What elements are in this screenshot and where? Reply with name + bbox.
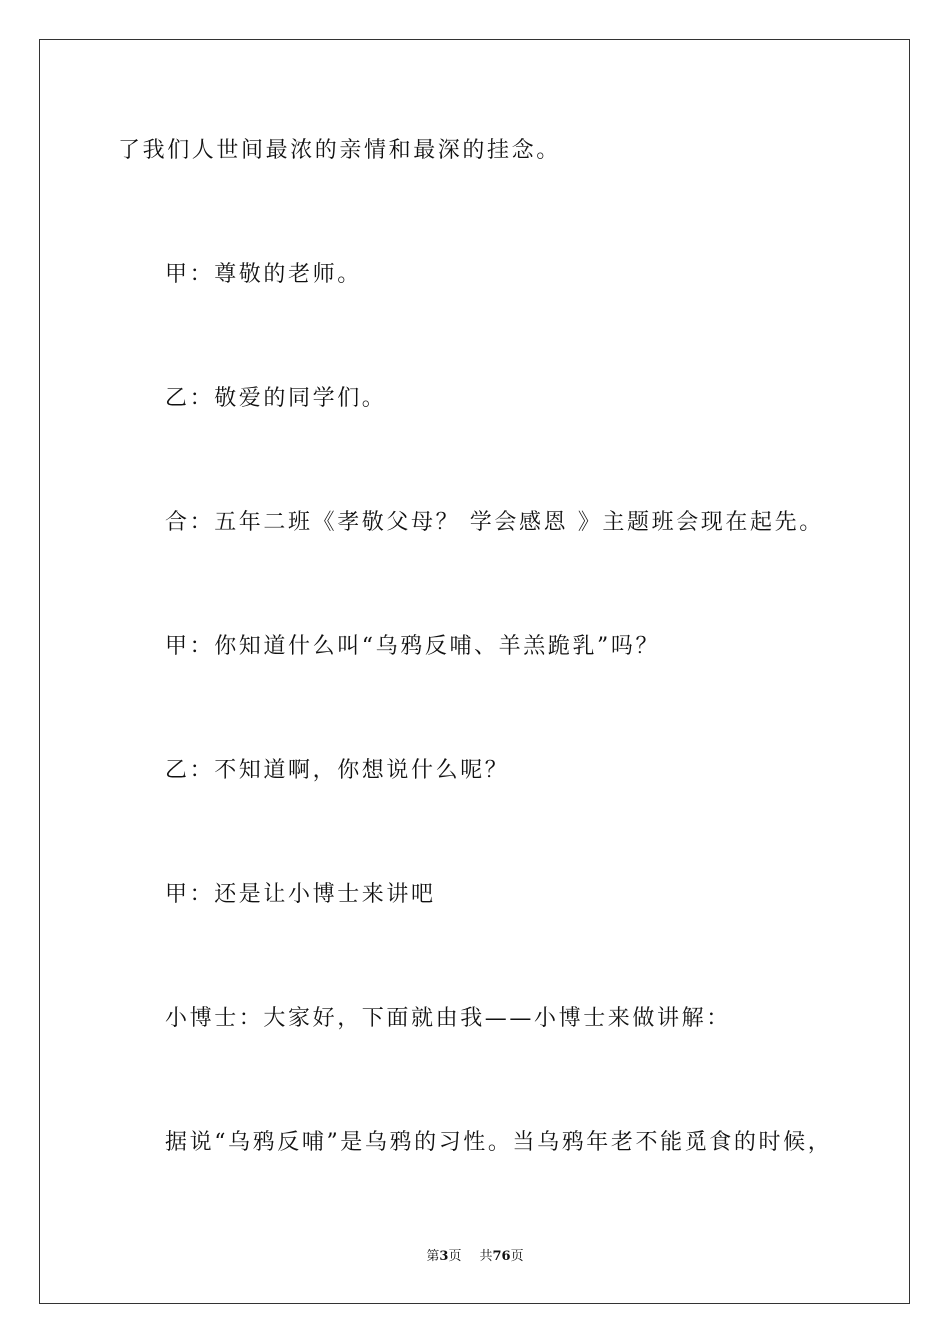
body-line-2: 甲：尊敬的老师。 [165, 262, 362, 287]
page-prefix: 第 [426, 1249, 440, 1264]
total-suffix: 页 [510, 1249, 524, 1264]
body-line-4: 合：五年二班《孝敬父母？ 学会感恩 》主题班会现在起先。 [165, 510, 824, 535]
body-line-7: 甲：还是让小博士来讲吧 [165, 882, 436, 907]
body-line-6: 乙：不知道啊，你想说什么呢？ [165, 758, 510, 783]
total-pages: 76 [492, 1249, 511, 1264]
page-suffix: 页 [448, 1249, 462, 1264]
total-prefix: 共 [479, 1249, 493, 1264]
body-line-5: 甲：你知道什么叫“乌鸦反哺、羊羔跪乳”吗？ [165, 634, 661, 659]
body-line-1: 了我们人世间最浓的亲情和最深的挂念。 [118, 138, 561, 163]
body-line-9: 据说“乌鸦反哺”是乌鸦的习性。当乌鸦年老不能觅食的时候， [165, 1130, 833, 1155]
page-border [39, 39, 910, 1304]
page-number: 3 [439, 1249, 449, 1264]
body-line-8: 小博士：大家好，下面就由我——小博士来做讲解： [165, 1006, 731, 1031]
page-footer [0, 1248, 950, 1266]
body-line-3: 乙：敬爱的同学们。 [165, 386, 387, 411]
